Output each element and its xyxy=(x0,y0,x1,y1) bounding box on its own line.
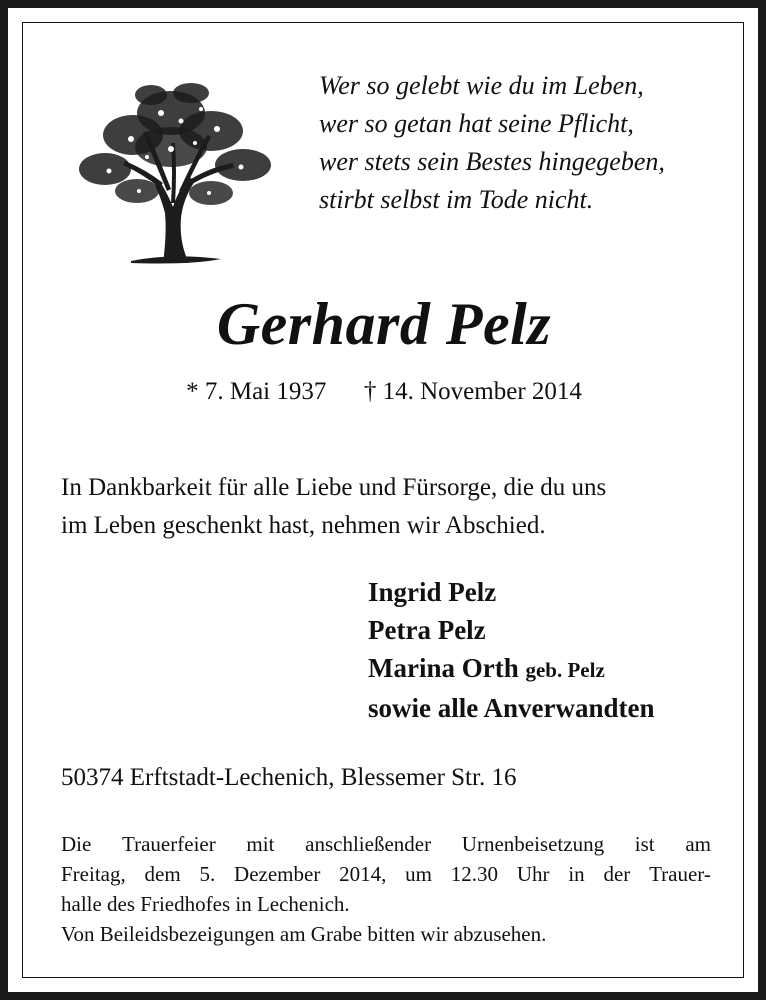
family-member: Petra Pelz xyxy=(368,615,486,645)
family-others: sowie alle Anverwandten xyxy=(368,693,655,723)
poem xyxy=(319,67,749,219)
thanks-text xyxy=(61,469,721,545)
notice-page xyxy=(8,8,758,992)
family-list xyxy=(368,573,738,727)
service-line-2: Freitag, dem 5. Dezember 2014, um 12.30 Uhr in der Trauer- xyxy=(61,862,711,886)
service-line-1: Die Trauerfeier mit anschließender Urnenbeisetzung ist am xyxy=(61,832,711,856)
death-date: † 14. November 2014 xyxy=(363,378,582,405)
poem-line: wer so getan hat seine Pflicht, xyxy=(319,109,634,138)
thanks-line: In Dankbarkeit für alle Liebe und Fürsorge, die du uns xyxy=(61,474,607,501)
birth-date: * 7. Mai 1937 xyxy=(186,378,327,405)
poem-line: wer stets sein Bestes hingegeben, xyxy=(319,147,665,176)
service-line-4: Von Beileidsbezeigungen am Grabe bitten wir abzusehen. xyxy=(61,922,547,946)
family-member: Ingrid Pelz xyxy=(368,577,497,607)
poem-line: stirbt selbst im Tode nicht. xyxy=(319,185,594,214)
tree-icon xyxy=(71,73,281,273)
service-info xyxy=(61,829,711,949)
address: 50374 Erftstadt-Lechenich, Blessemer Str. 16 xyxy=(61,764,517,791)
poem-line: Wer so gelebt wie du im Leben, xyxy=(319,71,644,100)
family-member xyxy=(368,649,738,689)
thanks-line: im Leben geschenkt hast, nehmen wir Abschied. xyxy=(61,512,546,539)
family-member-name: Marina Orth xyxy=(368,653,519,683)
notice-frame xyxy=(22,22,744,978)
life-dates xyxy=(23,377,745,407)
maiden-name-note: geb. Pelz xyxy=(525,658,605,682)
deceased-name: Gerhard Pelz xyxy=(216,291,552,357)
service-line-3: halle des Friedhofes in Lechenich. xyxy=(61,892,350,916)
